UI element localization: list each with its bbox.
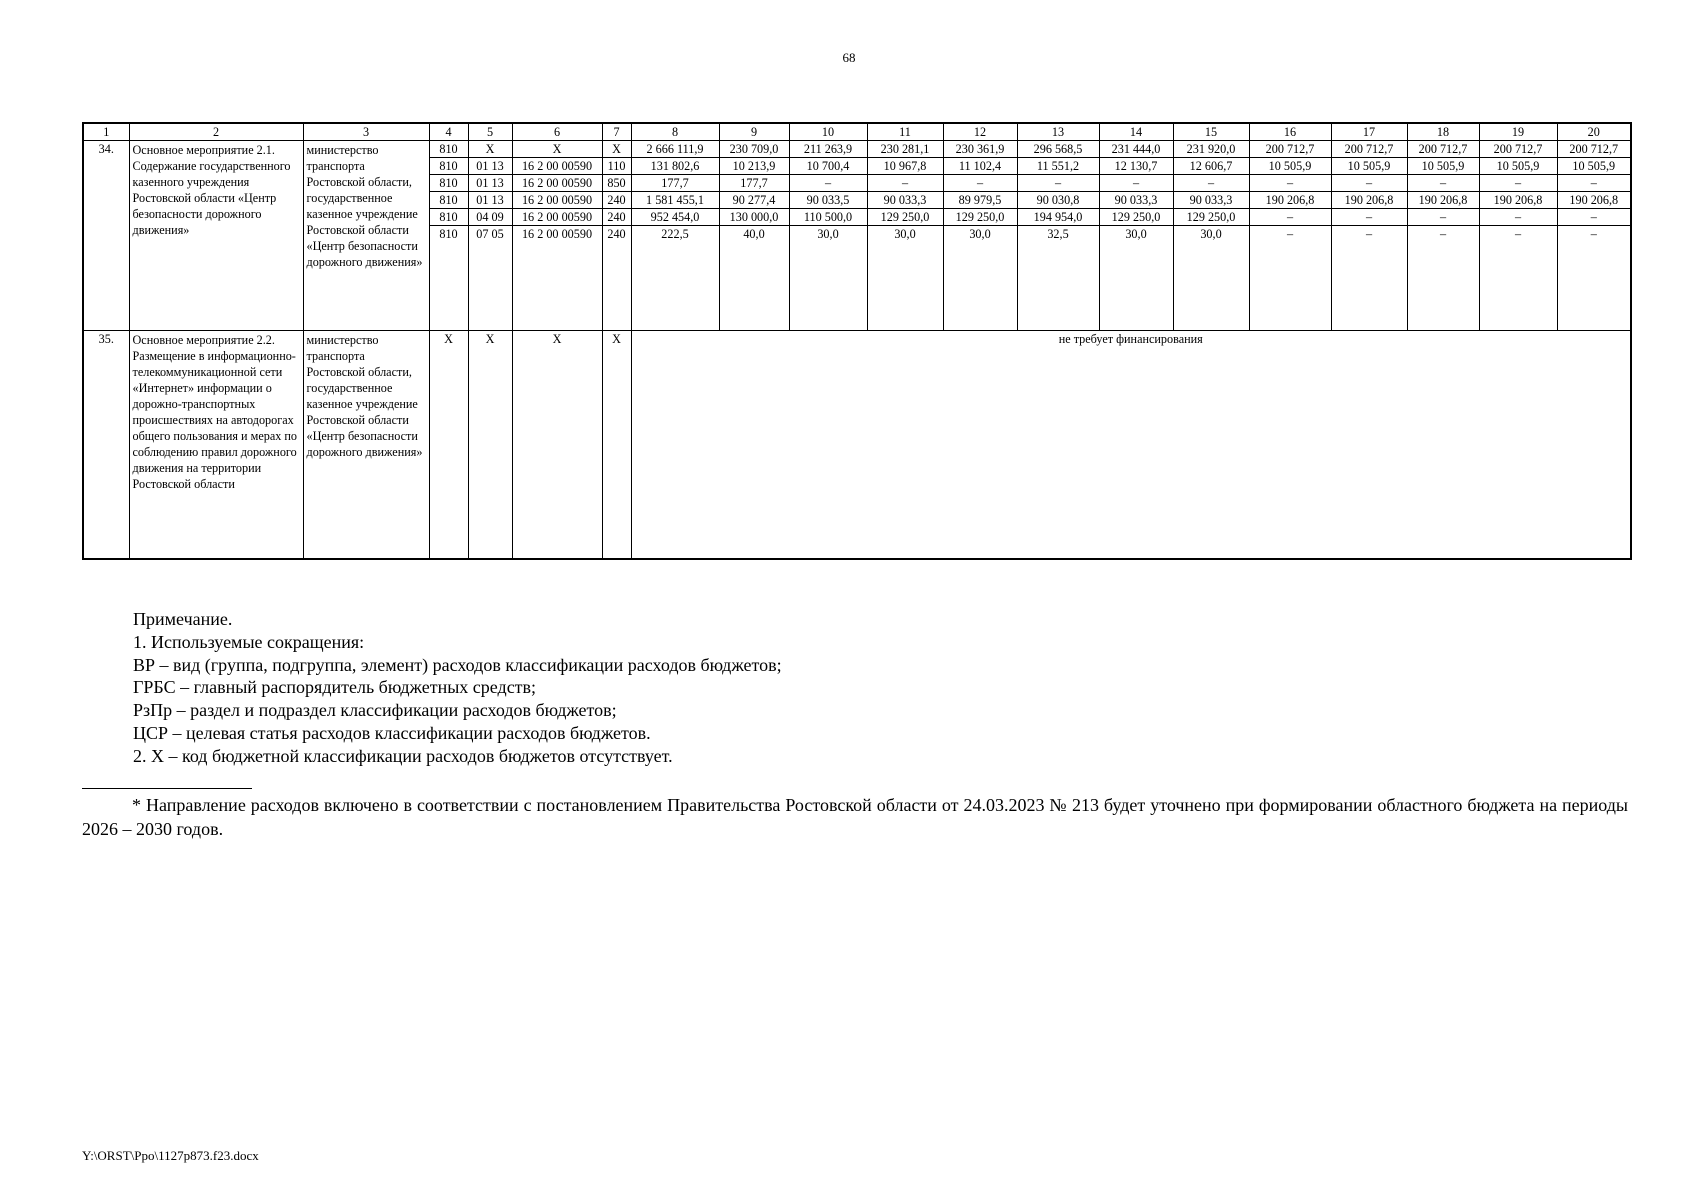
header-cell: 2 xyxy=(129,123,303,141)
table-cell: 200 712,7 xyxy=(1331,141,1407,158)
table-cell: 129 250,0 xyxy=(943,209,1017,226)
table-cell: 952 454,0 xyxy=(631,209,719,226)
table-cell: – xyxy=(1479,175,1557,192)
notes-section xyxy=(133,608,782,768)
table-cell: 30,0 xyxy=(943,226,1017,331)
table-cell: 10 505,9 xyxy=(1479,158,1557,175)
table-cell: 16 2 00 00590 xyxy=(512,226,602,331)
table-cell: 16 2 00 00590 xyxy=(512,192,602,209)
table-cell: 01 13 xyxy=(468,192,512,209)
table-cell: – xyxy=(867,175,943,192)
table-cell: 129 250,0 xyxy=(1099,209,1173,226)
table-cell: 30,0 xyxy=(789,226,867,331)
table-cell: 231 444,0 xyxy=(1099,141,1173,158)
table-cell: 200 712,7 xyxy=(1407,141,1479,158)
table-cell: 30,0 xyxy=(1173,226,1249,331)
table-cell: 230 361,9 xyxy=(943,141,1017,158)
table-cell: 231 920,0 xyxy=(1173,141,1249,158)
table-cell: 16 2 00 00590 xyxy=(512,175,602,192)
table-cell: 211 263,9 xyxy=(789,141,867,158)
header-cell: 9 xyxy=(719,123,789,141)
table-cell: 810 xyxy=(429,175,468,192)
header-cell: 12 xyxy=(943,123,1017,141)
table-cell: 240 xyxy=(602,192,631,209)
table-cell: X xyxy=(602,331,631,559)
table-cell: 10 967,8 xyxy=(867,158,943,175)
table-cell: 810 xyxy=(429,141,468,158)
table-cell: – xyxy=(1407,175,1479,192)
header-cell: 1 xyxy=(83,123,129,141)
table-cell: 130 000,0 xyxy=(719,209,789,226)
table-cell: 30,0 xyxy=(867,226,943,331)
table-cell: 32,5 xyxy=(1017,226,1099,331)
header-cell: 3 xyxy=(303,123,429,141)
financing-note: не требует финансирования xyxy=(631,331,1631,559)
table-cell: – xyxy=(1557,209,1631,226)
header-cell: 10 xyxy=(789,123,867,141)
table-cell: 200 712,7 xyxy=(1249,141,1331,158)
header-cell: 17 xyxy=(1331,123,1407,141)
measure-name: Основное мероприятие 2.2. Размещение в информационно-телекоммуникационной сети «Интернет» информации о дорожно-транспортных происшествиях на автодорогах общего пользования и мерах по соблюдению правил дорожного движения на территории Ростовской области xyxy=(129,331,303,559)
table-cell: 200 712,7 xyxy=(1479,141,1557,158)
table-cell: 12 606,7 xyxy=(1173,158,1249,175)
table-cell: X xyxy=(429,331,468,559)
table-cell: 11 102,4 xyxy=(943,158,1017,175)
row-number: 35. xyxy=(83,331,129,559)
table-cell: 131 802,6 xyxy=(631,158,719,175)
notes-line: ГРБС – главный распорядитель бюджетных средств; xyxy=(133,677,537,698)
table-cell: 190 206,8 xyxy=(1331,192,1407,209)
table-cell: – xyxy=(1249,209,1331,226)
table-cell: 01 13 xyxy=(468,175,512,192)
table-cell: 90 033,3 xyxy=(1099,192,1173,209)
table-cell: 190 206,8 xyxy=(1557,192,1631,209)
table-cell: – xyxy=(1249,175,1331,192)
row-number: 34. xyxy=(83,141,129,331)
table-cell: 129 250,0 xyxy=(1173,209,1249,226)
table-cell: 810 xyxy=(429,158,468,175)
table-row xyxy=(83,141,1631,158)
table-cell: 177,7 xyxy=(719,175,789,192)
table-cell: – xyxy=(1407,209,1479,226)
table-cell: 230 709,0 xyxy=(719,141,789,158)
executor-name: министерство транспорта Ростовской области, государственное казенное учреждение Ростовской области «Центр безопасности дорожного движения» xyxy=(303,331,429,559)
table-cell: 2 666 111,9 xyxy=(631,141,719,158)
table-cell: – xyxy=(1407,226,1479,331)
table-cell: 10 505,9 xyxy=(1407,158,1479,175)
table-cell: 177,7 xyxy=(631,175,719,192)
table-cell: 90 033,3 xyxy=(867,192,943,209)
table-cell: 04 09 xyxy=(468,209,512,226)
table-cell: – xyxy=(1557,226,1631,331)
table-cell: 129 250,0 xyxy=(867,209,943,226)
table-cell: X xyxy=(468,331,512,559)
table-cell: 10 505,9 xyxy=(1331,158,1407,175)
table-cell: 10 505,9 xyxy=(1557,158,1631,175)
table-cell: – xyxy=(1099,175,1173,192)
header-cell: 18 xyxy=(1407,123,1479,141)
table-cell: 194 954,0 xyxy=(1017,209,1099,226)
table-cell: 190 206,8 xyxy=(1479,192,1557,209)
header-cell: 6 xyxy=(512,123,602,141)
header-cell: 8 xyxy=(631,123,719,141)
table-cell: 296 568,5 xyxy=(1017,141,1099,158)
table-cell: – xyxy=(1331,226,1407,331)
footnote-separator xyxy=(82,788,252,789)
table-cell: – xyxy=(1331,209,1407,226)
table-cell: 850 xyxy=(602,175,631,192)
table-cell: 810 xyxy=(429,226,468,331)
header-cell: 5 xyxy=(468,123,512,141)
table-cell: 07 05 xyxy=(468,226,512,331)
table-cell: 16 2 00 00590 xyxy=(512,209,602,226)
notes-line: ЦСР – целевая статья расходов классификации расходов бюджетов. xyxy=(133,722,651,743)
table-cell: 90 277,4 xyxy=(719,192,789,209)
table-cell: 190 206,8 xyxy=(1407,192,1479,209)
table-cell: 11 551,2 xyxy=(1017,158,1099,175)
notes-line: РзПр – раздел и подраздел классификации расходов бюджетов; xyxy=(133,700,617,721)
measure-name: Основное мероприятие 2.1. Содержание государственного казенного учреждения Ростовской области «Центр безопасности дорожного движения» xyxy=(129,141,303,331)
notes-line: 2. Х – код бюджетной классификации расходов бюджетов отсутствует. xyxy=(133,745,673,766)
table-cell: 90 033,3 xyxy=(1173,192,1249,209)
table-cell: 10 700,4 xyxy=(789,158,867,175)
table-cell: 90 033,5 xyxy=(789,192,867,209)
header-cell: 19 xyxy=(1479,123,1557,141)
table-cell: 10 505,9 xyxy=(1249,158,1331,175)
table-cell: – xyxy=(789,175,867,192)
table-cell: 89 979,5 xyxy=(943,192,1017,209)
header-cell: 20 xyxy=(1557,123,1631,141)
table-cell: 12 130,7 xyxy=(1099,158,1173,175)
table-cell: 190 206,8 xyxy=(1249,192,1331,209)
table-cell: 90 030,8 xyxy=(1017,192,1099,209)
table-cell: 40,0 xyxy=(719,226,789,331)
table-cell: – xyxy=(1331,175,1407,192)
table-cell: X xyxy=(602,141,631,158)
header-cell: 15 xyxy=(1173,123,1249,141)
table-cell: 16 2 00 00590 xyxy=(512,158,602,175)
table-cell: – xyxy=(1479,226,1557,331)
budget-table xyxy=(82,122,1632,560)
header-cell: 7 xyxy=(602,123,631,141)
table-row xyxy=(83,331,1631,559)
table-cell: X xyxy=(468,141,512,158)
table-cell: 110 xyxy=(602,158,631,175)
table-cell: 240 xyxy=(602,226,631,331)
table-cell: 230 281,1 xyxy=(867,141,943,158)
table-cell: 1 581 455,1 xyxy=(631,192,719,209)
table-cell: X xyxy=(512,331,602,559)
header-row xyxy=(83,123,1631,141)
page-number: 68 xyxy=(842,50,856,65)
table-cell: – xyxy=(1173,175,1249,192)
header-cell: 13 xyxy=(1017,123,1099,141)
table-cell: 30,0 xyxy=(1099,226,1173,331)
footnote: * Направление расходов включено в соответствии с постановлением Правительства Ростовской области от 24.03.2023 № 213 будет уточнено при формировании областного бюджета на периоды 2026 – 2030 годов. xyxy=(82,795,1628,839)
table-cell: 01 13 xyxy=(468,158,512,175)
table-cell: 222,5 xyxy=(631,226,719,331)
table-cell: – xyxy=(1557,175,1631,192)
table-cell: 810 xyxy=(429,192,468,209)
table-cell: – xyxy=(1479,209,1557,226)
table-cell: 10 213,9 xyxy=(719,158,789,175)
table-cell: 810 xyxy=(429,209,468,226)
table-cell: X xyxy=(512,141,602,158)
header-cell: 14 xyxy=(1099,123,1173,141)
executor-name: министерство транспорта Ростовской области, государственное казенное учреждение Ростовской области «Центр безопасности дорожного движения» xyxy=(303,141,429,331)
table-cell: 240 xyxy=(602,209,631,226)
header-cell: 16 xyxy=(1249,123,1331,141)
notes-line: 1. Используемые сокращения: xyxy=(133,631,365,652)
notes-title: Примечание. xyxy=(133,609,233,629)
table-cell: 110 500,0 xyxy=(789,209,867,226)
table-cell: – xyxy=(943,175,1017,192)
table-cell: – xyxy=(1249,226,1331,331)
table-cell: 200 712,7 xyxy=(1557,141,1631,158)
table-cell: – xyxy=(1017,175,1099,192)
header-cell: 11 xyxy=(867,123,943,141)
header-cell: 4 xyxy=(429,123,468,141)
file-path: Y:\ORST\Ppo\1127p873.f23.docx xyxy=(82,1148,259,1163)
notes-line: ВР – вид (группа, подгруппа, элемент) расходов классификации расходов бюджетов; xyxy=(133,654,782,675)
